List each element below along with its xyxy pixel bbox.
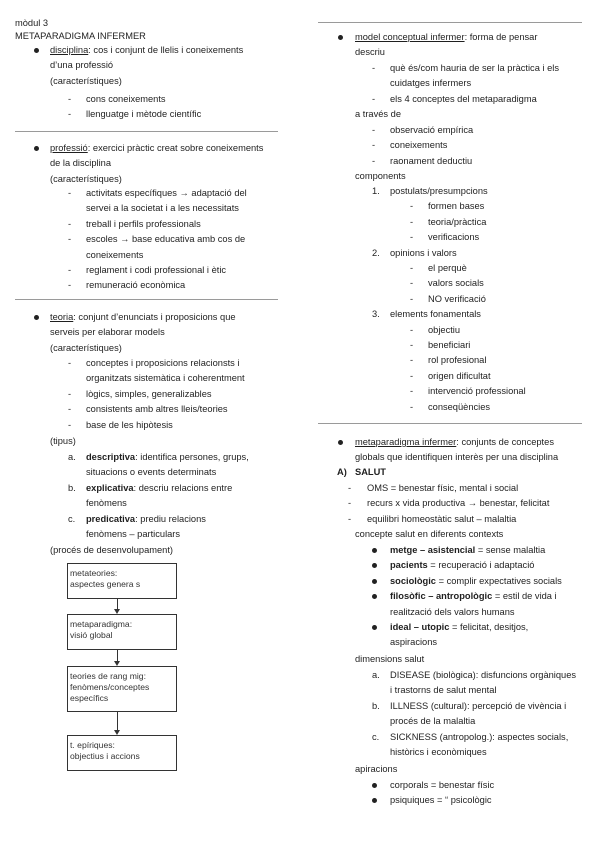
dimension-text: SICKNESS (antropolog.): aspectes socials,	[390, 731, 569, 742]
contexts-label-text: concepte salut en diferents contexts	[355, 529, 504, 539]
component-label: elements fonamentals	[390, 309, 481, 320]
bullet-icon	[372, 594, 377, 599]
tipus-def-cont: situacions o events determinats	[86, 467, 217, 478]
tipus-term: explicativa	[86, 482, 134, 493]
tipus-def: : identifica persones, grups,	[135, 452, 249, 462]
context-def-cont: realització dels valors humans	[390, 606, 515, 617]
apiracions-list	[390, 778, 494, 809]
tipus-label	[50, 434, 76, 449]
tipus-label-text: (tipus)	[50, 436, 76, 446]
contexts-list	[390, 543, 562, 651]
list-item: observació empírica	[390, 125, 474, 135]
divider	[15, 131, 278, 132]
component-label: postulats/presumpcions	[390, 186, 488, 196]
tipus-def-cont: fenòmens – particulars	[86, 529, 181, 540]
teoria-items: - conceptes i proposicions relacionsts i organitzats sistemàtica i coherentment - lògics, simples, generalizables - consistents amb altres lleis/teories - base de les hipòtesis	[68, 356, 71, 433]
disciplina-tag: (característiques)	[50, 75, 122, 86]
teoria-def-cont: serveis per elaborar models	[50, 327, 165, 338]
context-def: = felicitat, desitjos,	[449, 622, 529, 633]
flow-box-line: visió global	[70, 630, 113, 640]
list-item: rol profesional	[428, 355, 487, 366]
bullet-icon	[338, 35, 343, 40]
model-block	[355, 30, 537, 61]
model-term: model conceptual infermer	[355, 32, 465, 42]
flow-connector	[117, 712, 118, 730]
disciplina-block	[50, 43, 243, 89]
teoria-def: : conjunt d’enunciats i proposicions que	[73, 312, 236, 322]
teoria-block	[50, 310, 236, 356]
tipus-term: predicativa	[86, 513, 136, 524]
list-item: lògics, simples, generalizables	[86, 388, 212, 399]
flow-box-metaparadigma	[67, 614, 177, 650]
tipus-def: : prediu relacions	[135, 513, 206, 524]
list-item: base de les hipòtesis	[86, 419, 173, 430]
meta-def-cont: globals que identifiquen interès per una disciplina	[355, 452, 559, 463]
list-marker: b.	[372, 700, 380, 711]
atraves-label	[355, 107, 401, 122]
disciplina-def-cont: d’una professió	[50, 60, 114, 71]
dimension-text: ILLNESS (cultural): percepció de vivència i	[390, 700, 567, 711]
meta-def: : conjunts de conceptes	[456, 437, 554, 447]
flow-box-teories-rang-mig	[67, 666, 177, 712]
bullet-icon	[372, 548, 377, 553]
proces-label-text: (procés de desenvolupament)	[50, 545, 173, 555]
list-item: psiquiques = “ psicològic	[390, 795, 492, 806]
professio-def-cont: de la disciplina	[50, 158, 111, 169]
list-item: origen dificultat	[428, 370, 491, 381]
list-item: consistents amb altres lleis/teories	[86, 404, 228, 415]
list-item: llenguatge i mètode científic	[86, 109, 202, 120]
flow-box-empiriques	[67, 735, 177, 771]
bullet-icon	[372, 798, 377, 803]
salut-items: - OMS = benestar físic, mental i social - recurs x vida productiva → benestar, felicitat - equilibri homeostàtic salut – malaltia	[348, 481, 351, 527]
list-item: organitzats sistemàtica i coherentment	[86, 373, 245, 384]
salut-label: SALUT	[355, 467, 386, 477]
list-item: treball i perfils professionals	[86, 218, 201, 229]
list-item: valors socials	[428, 278, 484, 289]
list-marker: 3.	[372, 309, 380, 320]
list-item: activitats específiques → adaptació del	[86, 188, 247, 198]
list-item: coneixements	[86, 249, 144, 260]
context-term: metge – asistencial	[390, 545, 476, 555]
tipus-def: : descriu relacions entre	[133, 482, 233, 493]
disciplina-term: disciplina	[50, 45, 89, 55]
list-item: remuneració econòmica	[86, 280, 186, 291]
components-label	[355, 169, 406, 184]
flow-box-line: t. epíriques:	[70, 740, 115, 750]
professio-block	[50, 141, 263, 187]
bullet-icon	[34, 315, 39, 320]
professio-items: - activitats específiques → adaptació del servei a la societat i a les necessitats - treball i perfils professionals - escoles → base educativa amb cos de coneixements - reglament i codi professional i ètic - remuneració econòmica	[68, 186, 71, 294]
list-item: beneficiari	[428, 340, 471, 351]
contexts-label	[355, 527, 503, 542]
dimensions-list	[372, 668, 577, 760]
list-marker: 1.	[372, 186, 380, 196]
divider	[15, 299, 278, 300]
list-item: cuidatges infermers	[390, 78, 472, 89]
components-list: 1. postulats/presumpcions - formen bases - teoria/pràctica - verificacions 2. opinions i valors - el perquè - valors socials - NO verificació 3. elements fonamentals - objectiu - beneficiari - rol profesional - origen dificultat - intervenció professional - conseqüències	[372, 184, 413, 415]
list-item: verificacions	[428, 232, 480, 243]
context-term: sociològic	[390, 575, 436, 586]
list-marker: a.	[372, 670, 380, 680]
bullet-icon	[372, 579, 377, 584]
component-label: opinions i valors	[390, 247, 457, 258]
divider	[318, 423, 582, 424]
list-item: què és/com hauria de ser la pràctica i els	[390, 63, 559, 73]
list-item: OMS = benestar físic, mental i social	[367, 483, 519, 493]
divider	[318, 22, 582, 23]
proces-label	[50, 543, 173, 558]
list-item: equilibri homeostàtic salut – malaltia	[367, 513, 517, 524]
salut-marker: A)	[337, 467, 347, 477]
tipus-list	[68, 450, 249, 542]
flow-box-line: metateories:	[70, 568, 118, 578]
flow-box-line: metaparadigma:	[70, 619, 133, 629]
list-item: conseqüències	[428, 401, 491, 412]
apiracions-label	[355, 762, 397, 777]
components-label-text: components	[355, 171, 406, 181]
flow-connector	[117, 599, 118, 609]
flow-connector	[117, 650, 118, 661]
bullet-icon	[34, 146, 39, 151]
context-def-cont: aspiracions	[390, 637, 438, 648]
atraves-label-text: a través de	[355, 109, 401, 119]
flow-box-line: objectius i accions	[70, 751, 140, 761]
list-marker: c.	[68, 513, 76, 524]
context-def: = sense malaltia	[475, 545, 546, 555]
atraves-items: - observació empírica - coneixements - raonament deductiu	[372, 123, 375, 169]
meta-term: metaparadigma infermer	[355, 437, 457, 447]
list-item: corporals = benestar físic	[390, 780, 495, 790]
list-item: el perquè	[428, 263, 467, 274]
list-item: reglament i codi professional i ètic	[86, 265, 227, 276]
list-item: escoles → base educativa amb cos de	[86, 234, 246, 245]
bullet-icon	[372, 783, 377, 788]
list-item: coneixements	[390, 140, 448, 151]
professio-tag: (característiques)	[50, 173, 122, 184]
tipus-term: descriptiva	[86, 452, 136, 462]
list-item: servei a la societat i a les necessitats	[86, 203, 239, 214]
teoria-tag: (característiques)	[50, 342, 122, 353]
flow-box-metateories	[67, 563, 177, 599]
flow-box-line: teories de rang mig:	[70, 671, 146, 681]
flow-box-line: específics	[70, 693, 109, 703]
list-item: NO verificació	[428, 293, 486, 304]
teoria-term: teoria	[50, 312, 74, 322]
disciplina-items: - cons coneixements - llenguatge i mètode científic	[68, 92, 71, 123]
list-marker: c.	[372, 731, 380, 742]
list-item: els 4 conceptes del metaparadigma	[390, 93, 537, 104]
model-def: : forma de pensar	[464, 32, 538, 42]
model-descriu-items: - què és/com hauria de ser la pràctica i els cuidatges infermers - els 4 conceptes del metaparadigma	[372, 61, 375, 107]
dimensions-label-text: dimensions salut	[355, 654, 425, 664]
professio-term: professió	[50, 143, 88, 153]
bullet-icon	[34, 48, 39, 53]
context-term: filosòfic – antropològic	[390, 591, 493, 602]
disciplina-def: : cos i conjunt de llelis i coneixements	[88, 45, 244, 55]
module-label: mòdul 3	[15, 18, 49, 28]
apiracions-label-text: apiracions	[355, 764, 398, 774]
list-item: raonament deductiu	[390, 155, 473, 166]
flow-box-line: fenòmens/conceptes	[70, 682, 150, 692]
list-item: cons coneixements	[86, 94, 166, 104]
context-def: = estil de vida i	[492, 591, 557, 602]
context-def: = recuperació i adaptació	[427, 560, 535, 571]
bullet-icon	[372, 625, 377, 630]
page-title: METAPARADIGMA INFERMER	[15, 31, 146, 41]
flow-box-line: aspectes genera s	[70, 579, 141, 589]
dimension-text-cont: històrics i econòmiques	[390, 747, 487, 758]
model-def-cont: descriu	[355, 47, 385, 58]
list-item: recurs x vida productiva → benestar, felicitat	[367, 498, 550, 509]
list-item: teoria/pràctica	[428, 216, 487, 227]
list-item: objectiu	[428, 324, 461, 335]
context-def: = complir expectatives socials	[435, 575, 562, 586]
dimensions-label	[355, 652, 424, 667]
context-term: pacients	[390, 560, 428, 571]
list-marker: a.	[68, 452, 76, 462]
context-term: ideal – utopic	[390, 622, 450, 633]
dimension-text-cont: i trastorns de salut mental	[390, 685, 497, 696]
dimension-text-cont: procés de la malaltia	[390, 716, 476, 727]
list-marker: 2.	[372, 247, 380, 258]
meta-block	[355, 435, 558, 466]
salut-heading	[337, 465, 386, 480]
list-marker: b.	[68, 482, 76, 493]
bullet-icon	[372, 563, 377, 568]
list-item: conceptes i proposicions relacionsts i	[86, 358, 240, 368]
dimension-text: DISEASE (biològica): disfuncions orgàniques	[390, 670, 577, 680]
tipus-def-cont: fenòmens	[86, 498, 127, 509]
list-item: formen bases	[428, 201, 485, 212]
bullet-icon	[338, 440, 343, 445]
professio-def: : exercici pràctic creat sobre coneixements	[87, 143, 264, 153]
list-item: intervenció professional	[428, 386, 526, 397]
